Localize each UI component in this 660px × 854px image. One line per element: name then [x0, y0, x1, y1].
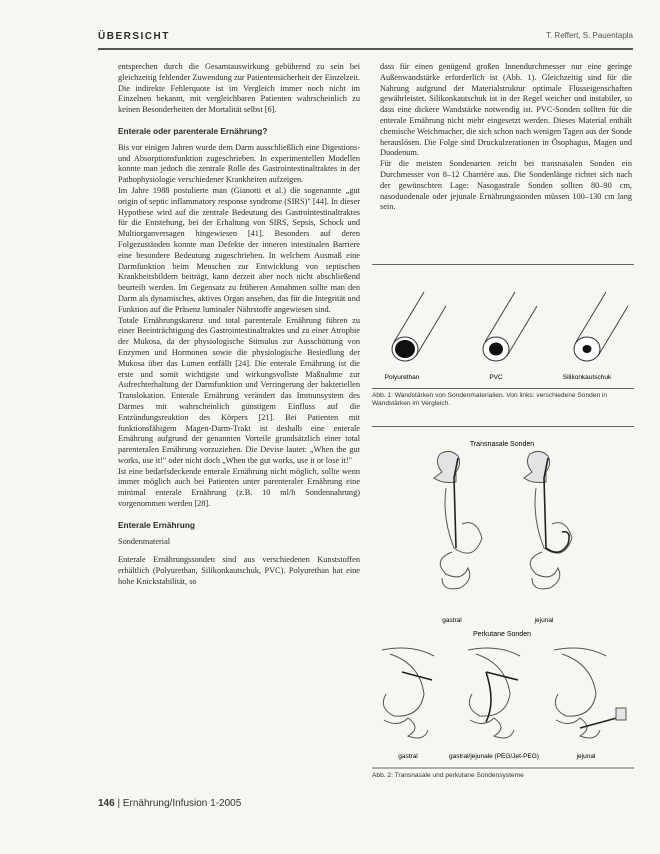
label-perc-gastral-jejunal: gastral/jejunale (PEG/Jet-PEG)	[449, 753, 539, 760]
running-header	[98, 30, 633, 50]
subheading-sondenmaterial: Sondenmaterial	[118, 536, 171, 546]
header-authors: T. Reffert, S. Pauentapla	[545, 31, 633, 40]
tube-silicone	[574, 292, 628, 361]
page-number: 146	[98, 798, 115, 809]
figure-2-caption: Abb. 2: Transnasale und perkutane Sondensysteme	[372, 772, 524, 779]
right-column	[380, 62, 632, 213]
left-paragraph-3: Im Jahre 1988 postulierte man (Gianotti et al.) die sogenannte „gut origin of septic inflammatory response syndrome (SIRS)" [44]. In dieser Hypothese wird auf die zentrale Bedeutung des Gastrointestinaltraktes für die Entstehung, bei der Erhaltung von SIRS, Sepsis, Schock und Multiorganversagen hingewiesen [41]. Besonders auf deren Folgezuständen konnte man Defekte der inneren intestinalen Barriere eine besondere Bedeutung zugeschrieben. In welchem Ausmaß eine Darmfunktion beim Menschen zur Entwicklung von septischen Krankheitsbildern beiträgt, kann derzeit aber noch nicht abschließend beurteilt werden. Im Gegensatz zu früheren Annahmen sollte man den Darm als dynamisches, aktives Organ ansehen, das für die Integrität und Funktion auf die Präsenz luminaler Nährstoffe angewiesen sind.	[118, 185, 360, 314]
label-trans-gastral: gastral	[442, 617, 462, 624]
section-heading-enteral-parenteral: Enterale oder parenterale Ernährung?	[118, 125, 268, 136]
left-paragraph-6: Enterale Ernährungssonden sind aus verschiedenen Kunststoffen erhältlich (Polyurethan, Silikonkautschuk, PVC). Polyurethan hat eine hohe Knickstabilität, so	[118, 555, 360, 587]
right-paragraph-2: Für die meisten Sondenarten reicht bei transnasalen Sonden ein Durchmesser von 8–12 Charrière aus. Die Sondenlänge richtet sich nach der gewünschten Lage: Nasogastrale Sonden sollten 80–90 cm, nasoduodenale oder jejunale Ernährungssonden müssen 100–130 cm lang sein.	[380, 159, 632, 212]
diagram-peg-gastral	[382, 648, 434, 738]
tube-pvc	[483, 292, 537, 361]
label-pvc: PVC	[489, 374, 503, 381]
left-paragraph-4: Totale Ernährungskarenz und total parenterale Ernährung führen zu einer Beeinträchtigung des Gastrointestinaltraktes und zu einer Atrophie der Mukosa, da der physiologische Stimulus zur Ausschüttung von Enzymen und Hormonen sowie die physiologische Besiedlung der Mukosa über das Lumen entfällt [24]. Die enterale Ernährung ist die erste und somit wichtigste und wirkungsvollste Maßnahme zur Aufrechterhaltung der Darmfunktion und Verringerung der bakteriellen Translokation. Enterale Ernährung verändert das Immunsystem des Darmes mit wahrscheinlich günstigem Einfluss auf die Entzündungsreaktion des Körpers [21]. Bei Patienten mit funktionsfähigem Magen-Darm-Trakt ist deshalb eine enterale Ernährung aufgrund der genannten Vorteile grundsätzlich einer total parenteralen Ernährung vorzuziehen. Die Devise lautet: „When the gut works, use it!" oder nicht doch „When the gut works, use it or lose it!"	[118, 315, 360, 465]
figure1-bottom-rule	[372, 388, 634, 389]
label-silikon: Silikonkautschuk	[562, 374, 612, 381]
journal-name: Ernährung/Infusion 1-2005	[122, 798, 242, 809]
figure-2-tube-systems	[372, 432, 634, 792]
percutaneous-title: Perkutane Sonden	[473, 631, 531, 638]
left-paragraph-1: entsprechen durch die Gesamtauswirkung gebührend zu sein bei gleichzeitig fehlender Zuwendung zur Patientensicherheit der Einzelzeit. Die indirekte Fehlerquote ist im Vergleich immer noch nicht im Einzelnen bekannt, mit vergleichbaren Patienten wahrscheinlich zu keinen Besonderheiten der Mortalität selbst [6].	[118, 62, 360, 115]
label-perc-gastral: gastral	[398, 753, 418, 760]
diagram-peg-jejunal	[554, 648, 626, 738]
section-heading-enteral: Enterale Ernährung	[118, 519, 195, 530]
diagram-transnasal-jejunal	[524, 451, 572, 588]
section-title: ÜBERSICHT	[98, 31, 170, 42]
label-perc-jejunal: jejunal	[576, 753, 596, 760]
transnasal-title: Transnasale Sonden	[469, 441, 535, 448]
diagram-transnasal-gastral	[434, 451, 482, 588]
figure-1-caption: Abb. 1: Wandstärken von Sondenmaterialien. Von links: verschiedene Sonden in Wandstärken im Vergleich.	[372, 392, 608, 407]
figure-1-tube-walls	[372, 284, 634, 386]
tube-polyurethane	[392, 292, 446, 361]
label-trans-jejunal: jejunal	[534, 617, 554, 624]
left-paragraph-5: Ist eine bedarfsdeckende enterale Ernährung nicht möglich, sollte wenn immer möglich auch bei Patienten unter parenteraler Ernährung eine minimal enterale Ernährung (z.B. 10 ml/h Sondennahrung) vorgenommen werden [28].	[118, 466, 360, 509]
left-column	[118, 62, 360, 588]
left-paragraph-2: Bis vor einigen Jahren wurde dem Darm ausschließlich eine Digestions- und Absorptionsfunktion zugeschrieben. In experimentellen Modellen konnte man jedoch die zentrale Rolle des Gastrointestinaltraktes in der Pathophysiologie verschiedener Krankheiten aufzeigen.	[118, 142, 360, 185]
footer-separator: |	[117, 798, 123, 809]
figure2-top-rule	[372, 426, 634, 427]
diagram-peg-gastral-jejunal	[468, 648, 520, 738]
page-footer	[98, 798, 241, 809]
figure1-top-rule	[372, 264, 634, 265]
label-polyurethan: Polyurethan	[384, 374, 420, 381]
right-paragraph-1: dass für einen genügend großen Innendurchmesser nur eine geringe Außenwandstärke erforderlich ist (Abb. 1). Gleichzeitig sind für die Nahrung aufgrund der Materialstruktur optimale Flusseigenschaften gewährleistet. Silikonkautschuk ist in der Regel weicher und instabiler, so dass eine dickere Wandstärke notwendig ist. PVC-Sonden sollten für die enterale Ernährung nicht mehr eingesetzt werden. Dieses Material enthält chemische Weichmacher, die sich schon nach wenigen Tagen aus der Sonde herauslösen. Die Folge sind Druckulzerationen in Ösophagus, Magen und Duodenum.	[380, 62, 632, 158]
